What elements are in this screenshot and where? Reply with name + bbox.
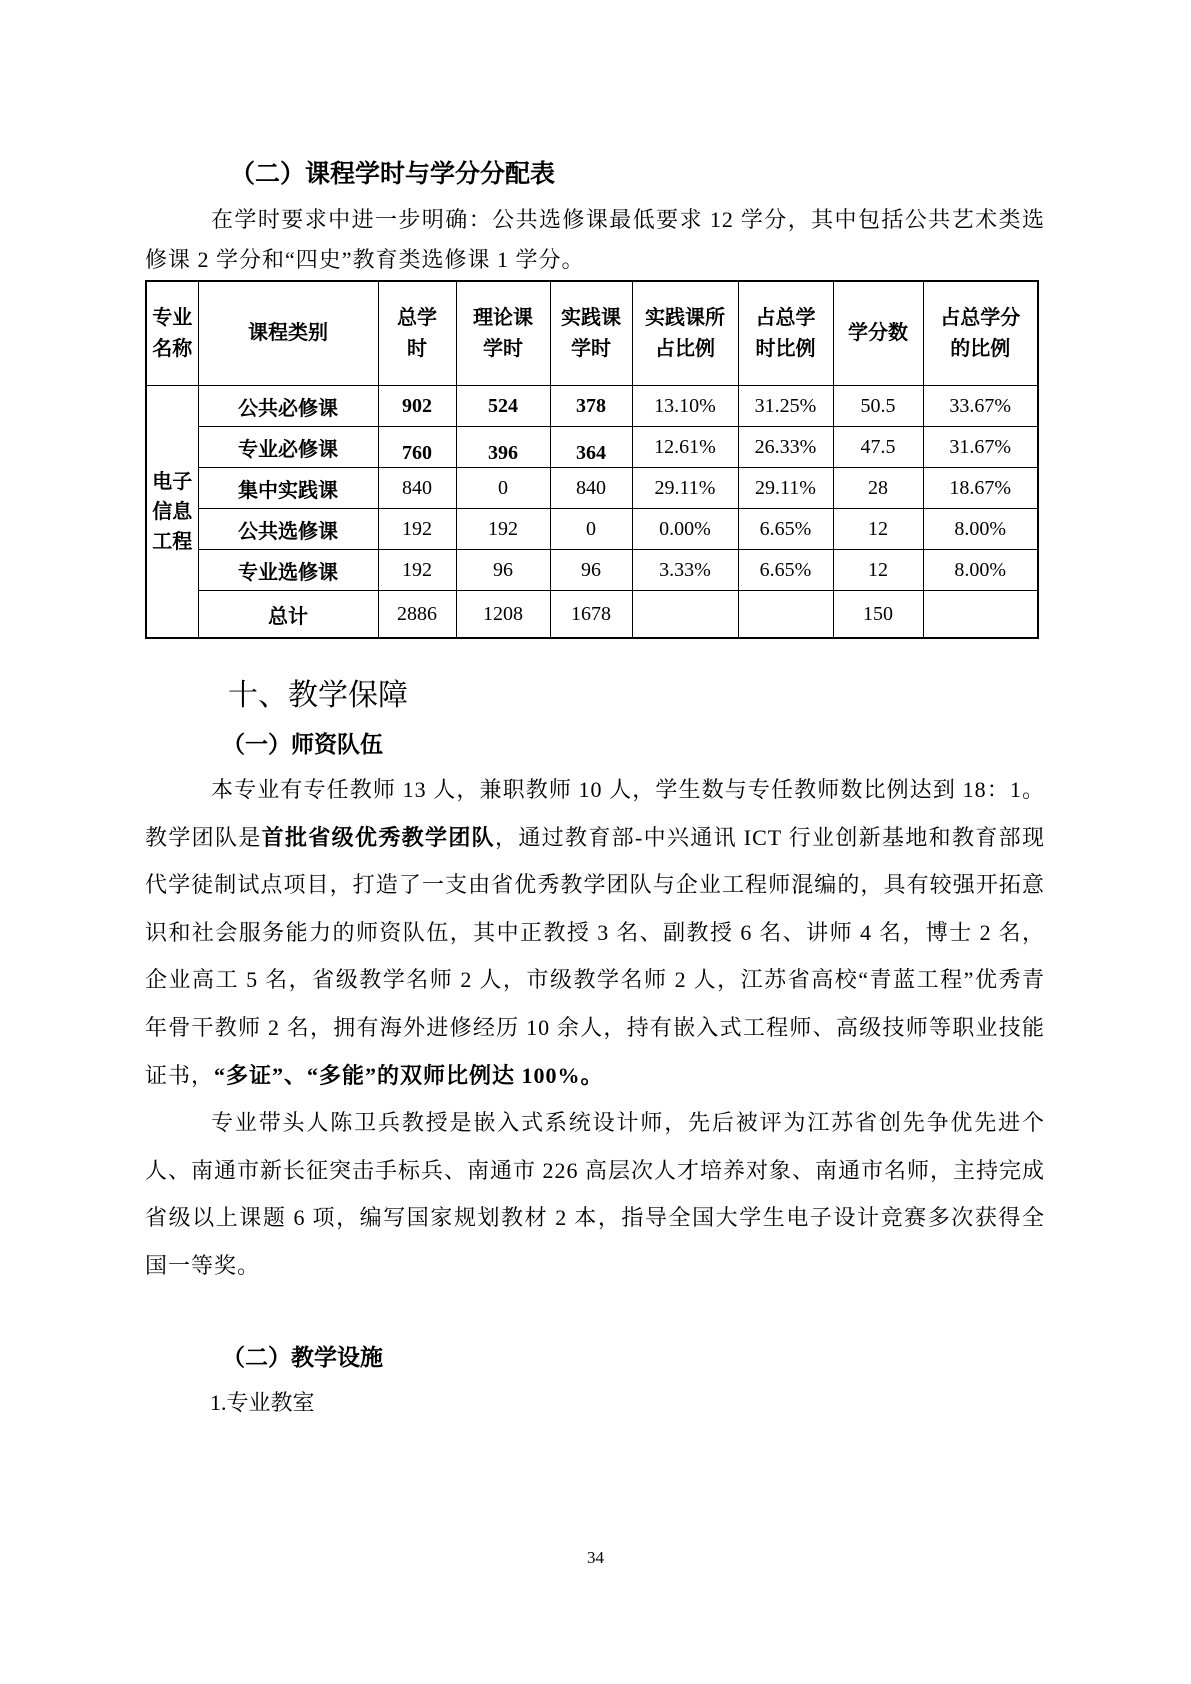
subsection-heading-faculty: （一）师资队伍 xyxy=(222,732,383,757)
col-header-credits-pct: 占总学分的比例 xyxy=(923,281,1038,386)
course-hours-credits-table xyxy=(145,280,1039,639)
practice-pct-cell: 3.33% xyxy=(632,550,738,591)
table-row-major-elective xyxy=(146,550,1038,591)
col-header-total-hours: 总学时 xyxy=(378,281,456,386)
faculty-bold-run-ratio: 的双师比例达 100%。 xyxy=(377,1062,604,1088)
col-header-practice-pct: 实践课所占比例 xyxy=(632,281,738,386)
category-cell: 集中实践课 xyxy=(198,468,378,509)
credits-cell: 12 xyxy=(833,509,923,550)
credits-pct-cell: 8.00% xyxy=(923,509,1038,550)
theory-hours-value: 396 xyxy=(488,441,518,464)
practice-pct-cell xyxy=(632,591,738,639)
col-header-course-category: 课程类别 xyxy=(198,281,378,386)
table-row-concentrated-practice xyxy=(146,468,1038,509)
practice-hours-cell xyxy=(550,427,632,468)
theory-hours-cell: 0 xyxy=(456,468,550,509)
credits-pct-cell: 8.00% xyxy=(923,550,1038,591)
total-hours-pct-cell: 6.65% xyxy=(738,509,833,550)
credits-pct-cell: 31.67% xyxy=(923,427,1038,468)
category-cell: 公共选修课 xyxy=(198,509,378,550)
total-hours-cell: 192 xyxy=(378,509,456,550)
program-leader-paragraph: 专业带头人陈卫兵教授是嵌入式系统设计师，先后被评为江苏省创先争优先进个人、南通市新长征突击手标兵、南通市 226 高层次人才培养对象、南通市名师，主持完成省级以上课题 6 项，编写国家规划教材 2 本，指导全国大学生电子设计竞赛多次获得全国一等奖。 xyxy=(145,1110,1046,1278)
credits-pct-cell: 33.67% xyxy=(923,386,1038,427)
practice-pct-cell: 29.11% xyxy=(632,468,738,509)
list-item-classroom: 1.专业教室 xyxy=(210,1390,315,1415)
faculty-paragraph xyxy=(145,766,1045,1099)
total-hours-pct-cell: 29.11% xyxy=(738,468,833,509)
practice-pct-cell: 12.61% xyxy=(632,427,738,468)
total-hours-cell: 840 xyxy=(378,468,456,509)
page-number: 34 xyxy=(587,1548,604,1567)
table-row-total xyxy=(146,591,1038,639)
category-cell: 总计 xyxy=(198,591,378,639)
col-header-practice-hours: 实践课学时 xyxy=(550,281,632,386)
total-hours-pct-cell: 26.33% xyxy=(738,427,833,468)
intro-paragraph-block xyxy=(145,200,1045,280)
faculty-text-run: 本专业有专任教师 13 人，兼职教师 10 人，学生数与专任教师数比例达到 18：1。教学团队是 xyxy=(145,777,1045,850)
col-header-credits: 学分数 xyxy=(833,281,923,386)
col-header-theory-hours: 理论课学时 xyxy=(456,281,550,386)
major-name-cell: 电子信息工程 xyxy=(146,386,198,639)
col-header-total-hours-pct: 占总学时比例 xyxy=(738,281,833,386)
total-hours-cell: 902 xyxy=(378,386,456,427)
faculty-text-run: ，通过教育部-中兴通讯 ICT 行业创新基地和教育部现代学徒制试点项目，打造了一支由省优秀教学团队与企业工程师混编的，具有较强开拓意识和社会服务能力的师资队伍，其中正教授 3 名、副教授 6 名、讲师 4 名，博士 2 名，企业高工 5 名，省级教学名师 2 人，市级教学名师 2 人，江苏省高校“青蓝工程”优秀青年骨干教师 2 名，拥有海外进修经历 10 余人，持有嵌入式工程师、高级技师等职业技能证书， xyxy=(145,824,1045,1088)
total-hours-cell: 2886 xyxy=(378,591,456,639)
category-cell: 专业选修课 xyxy=(198,550,378,591)
table-row-major-required xyxy=(146,427,1038,468)
subsection-heading-course-hours: （二）课程学时与学分分配表 xyxy=(230,161,556,188)
section-heading-teaching-support: 十、教学保障 xyxy=(228,678,408,713)
practice-hours-cell: 378 xyxy=(550,386,632,427)
table-row-public-elective xyxy=(146,509,1038,550)
practice-hours-value: 364 xyxy=(576,441,606,464)
theory-hours-cell: 96 xyxy=(456,550,550,591)
theory-hours-cell: 524 xyxy=(456,386,550,427)
total-hours-pct-cell xyxy=(738,591,833,639)
table-header-row xyxy=(146,281,1038,386)
faculty-bold-run-team: 首批省级优秀教学团队 xyxy=(261,824,495,850)
practice-hours-cell: 96 xyxy=(550,550,632,591)
practice-hours-cell: 1678 xyxy=(550,591,632,639)
total-hours-value: 760 xyxy=(402,441,432,464)
col-header-major-name: 专业名称 xyxy=(146,281,198,386)
credits-cell: 28 xyxy=(833,468,923,509)
credits-cell: 150 xyxy=(833,591,923,639)
credits-cell: 47.5 xyxy=(833,427,923,468)
category-cell: 公共必修课 xyxy=(198,386,378,427)
subsection-heading-teaching-facilities: （二）教学设施 xyxy=(222,1345,383,1370)
faculty-bold-run-certs: “多证”、“多能” xyxy=(214,1062,378,1088)
intro-paragraph: 在学时要求中进一步明确：公共选修课最低要求 12 学分，其中包括公共艺术类选修课 2 学分和“四史”教育类选修课 1 学分。 xyxy=(145,207,1045,272)
table-row-public-required xyxy=(146,386,1038,427)
category-cell: 专业必修课 xyxy=(198,427,378,468)
credits-cell: 50.5 xyxy=(833,386,923,427)
credits-pct-cell: 18.67% xyxy=(923,468,1038,509)
total-hours-cell xyxy=(378,427,456,468)
total-hours-pct-cell: 6.65% xyxy=(738,550,833,591)
practice-hours-cell: 0 xyxy=(550,509,632,550)
credits-pct-cell xyxy=(923,591,1038,639)
theory-hours-cell: 1208 xyxy=(456,591,550,639)
theory-hours-cell xyxy=(456,427,550,468)
faculty-paragraphs-block xyxy=(145,766,1045,1290)
practice-hours-cell: 840 xyxy=(550,468,632,509)
credits-cell: 12 xyxy=(833,550,923,591)
total-hours-pct-cell: 31.25% xyxy=(738,386,833,427)
practice-pct-cell: 0.00% xyxy=(632,509,738,550)
practice-pct-cell: 13.10% xyxy=(632,386,738,427)
theory-hours-cell: 192 xyxy=(456,509,550,550)
total-hours-cell: 192 xyxy=(378,550,456,591)
